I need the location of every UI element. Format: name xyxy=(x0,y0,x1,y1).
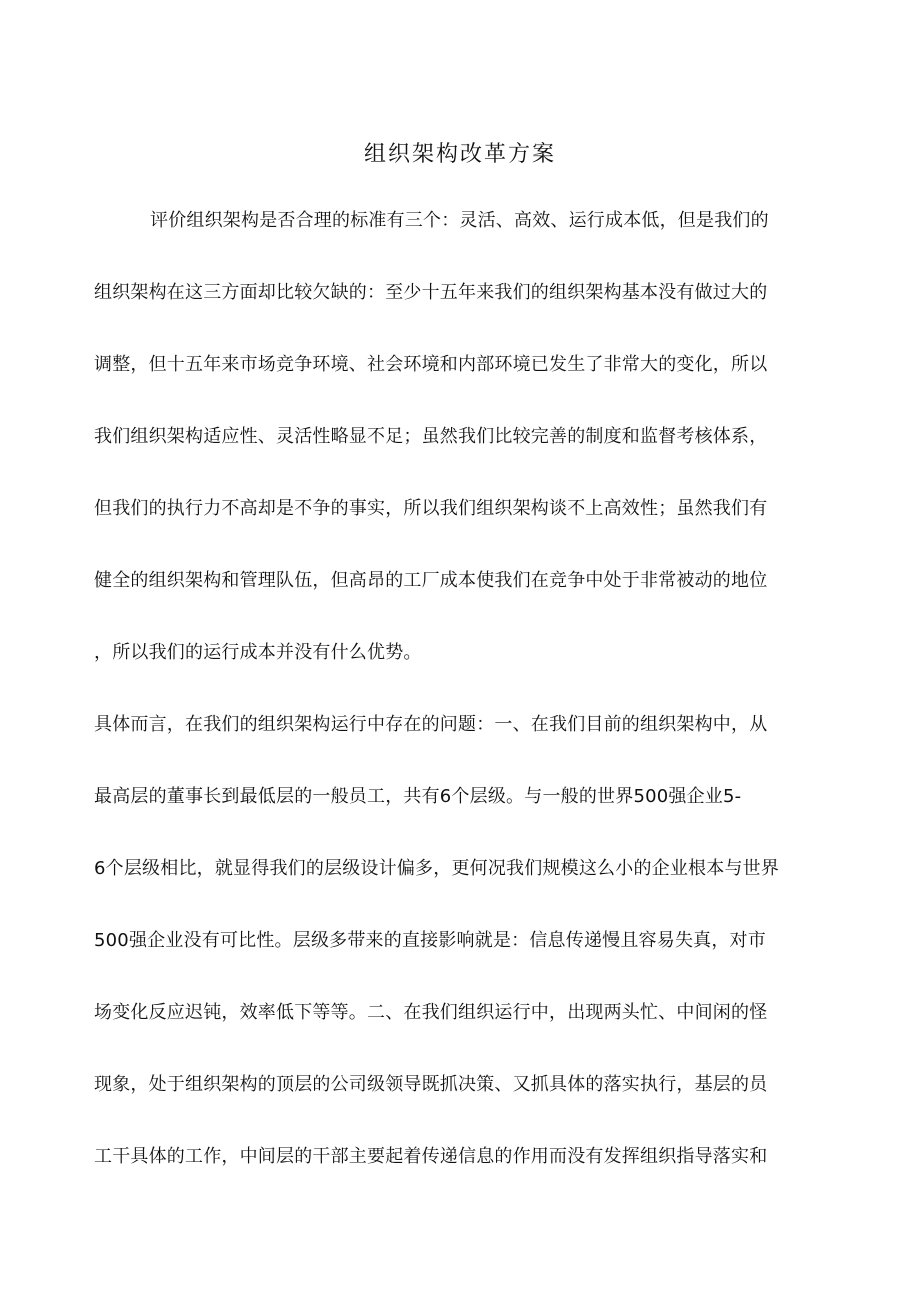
paragraph-1-line-5: 但我们的执行力不高却是不争的事实，所以我们组织架构谈不上高效性；虽然我们有 xyxy=(94,498,768,519)
paragraph-2-line-5: 场变化反应迟钝，效率低下等等。二、在我们组织运行中，出现两头忙、中间闲的怪 xyxy=(94,1002,768,1023)
paragraph-2-line-4: 500强企业没有可比性。层级多带来的直接影响就是：信息传递慢且容易失真，对市 xyxy=(94,930,766,951)
paragraph-1-line-4: 我们组织架构适应性、灵活性略显不足；虽然我们比较完善的制度和监督考核体系， xyxy=(94,426,768,447)
paragraph-1-line-1: 评价组织架构是否合理的标准有三个：灵活、高效、运行成本低，但是我们的 xyxy=(150,210,769,231)
paragraph-2-line-2: 最高层的董事长到最低层的一般员工，共有6个层级。与一般的世界500强企业5- xyxy=(94,786,742,807)
paragraph-1-line-7: ，所以我们的运行成本并没有什么优势。 xyxy=(94,642,422,663)
paragraph-1-line-2: 组织架构在这三方面却比较欠缺的：至少十五年来我们的组织架构基本没有做过大的 xyxy=(94,282,768,303)
document-title: 组织架构改革方案 xyxy=(363,142,556,167)
paragraph-1-line-6: 健全的组织架构和管理队伍，但高昂的工厂成本使我们在竞争中处于非常被动的地位 xyxy=(94,570,768,591)
paragraph-2-line-1: 具体而言，在我们的组织架构运行中存在的问题：一、在我们目前的组织架构中，从 xyxy=(94,714,768,735)
paragraph-2-line-3: 6个层级相比，就显得我们的层级设计偏多，更何况我们规模这么小的企业根本与世界 xyxy=(94,858,780,879)
paragraph-2-line-6: 现象，处于组织架构的顶层的公司级领导既抓决策、又抓具体的落实执行，基层的员 xyxy=(94,1074,768,1095)
paragraph-1-line-3: 调整，但十五年来市场竞争环境、社会环境和内部环境已发生了非常大的变化，所以 xyxy=(94,354,768,375)
paragraph-2-line-7: 工干具体的工作，中间层的干部主要起着传递信息的作用而没有发挥组织指导落实和 xyxy=(94,1146,768,1167)
